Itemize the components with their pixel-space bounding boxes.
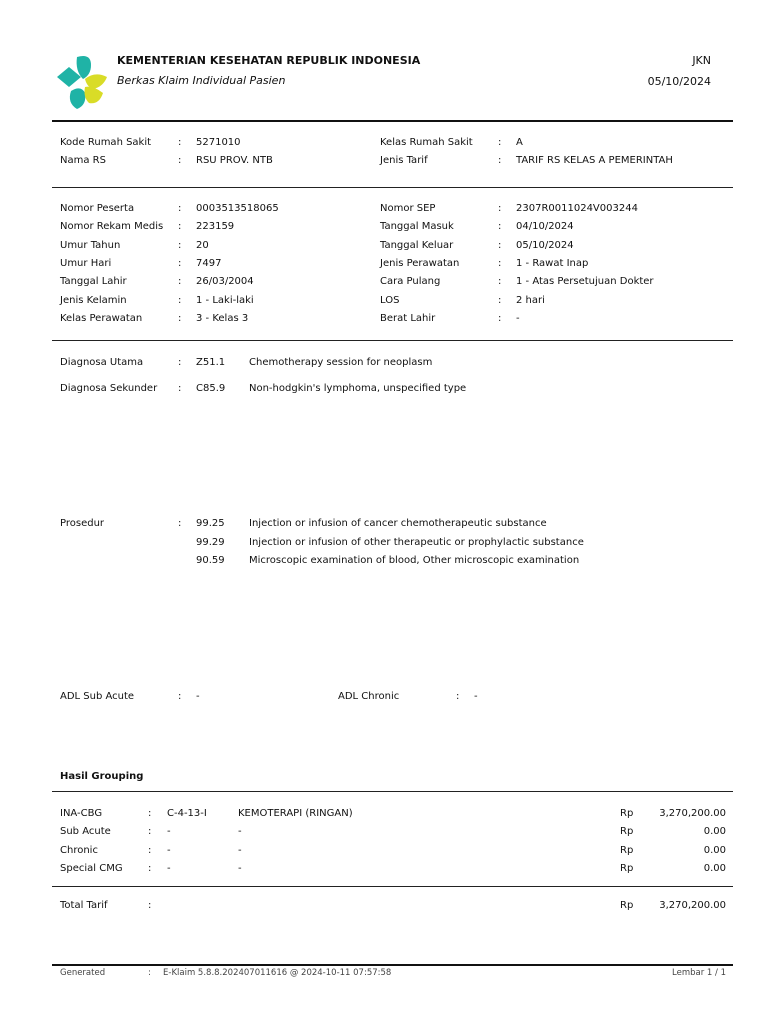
field-label: Umur Hari: [60, 257, 112, 269]
footer-label: Generated: [60, 968, 106, 978]
kemenkes-logo-icon: [55, 53, 111, 111]
separator: :: [498, 294, 502, 306]
field-label: Umur Tahun: [60, 239, 121, 251]
field-value: 1 - Atas Persetujuan Dokter: [516, 276, 654, 288]
separator: :: [178, 276, 182, 288]
footer-generated-value: E-Klaim 5.8.8.202407011616 @ 2024-10-11 07:57:58: [163, 968, 392, 978]
print-date: 05/10/2024: [647, 75, 711, 88]
field-label: Tanggal Masuk: [380, 221, 454, 233]
grouping-label: INA-CBG: [60, 808, 103, 819]
separator: :: [178, 221, 182, 233]
field-value: 20: [196, 239, 209, 251]
grouping-label: Sub Acute: [60, 826, 111, 838]
field-value: 7497: [196, 257, 222, 269]
field-value: 2 hari: [516, 294, 545, 306]
field-value: 04/10/2024: [516, 221, 574, 233]
separator: :: [178, 294, 182, 306]
field-label: Nama RS: [60, 155, 106, 167]
grouping-amount: 0.00: [703, 844, 726, 856]
separator: :: [178, 203, 182, 214]
program-label: JKN: [692, 54, 711, 67]
separator: :: [178, 137, 182, 148]
separator: :: [148, 808, 152, 819]
grouping-currency: Rp: [620, 862, 634, 874]
procedure-desc: Injection or infusion of cancer chemotherapeutic substance: [249, 518, 547, 529]
separator: :: [498, 312, 502, 324]
separator: :: [148, 900, 152, 911]
procedure-code: 99.29: [196, 536, 225, 548]
separator: :: [456, 691, 460, 702]
separator: :: [498, 155, 502, 167]
grouping-amount: 3,270,200.00: [659, 808, 726, 819]
grouping-code: C-4-13-I: [167, 808, 207, 819]
divider: [52, 340, 733, 341]
grouping-desc: KEMOTERAPI (RINGAN): [238, 808, 353, 819]
diagnosis-primary-code: Z51.1: [196, 357, 226, 368]
grouping-currency: Rp: [620, 826, 634, 838]
field-label: Nomor SEP: [380, 203, 436, 214]
field-label: Kelas Perawatan: [60, 312, 143, 324]
grouping-label: Special CMG: [60, 862, 123, 874]
field-value: A: [516, 137, 523, 148]
separator: :: [498, 239, 502, 251]
procedure-desc: Microscopic examination of blood, Other microscopic examination: [249, 555, 580, 566]
divider: [52, 120, 733, 122]
diagnosis-primary-desc: Chemotherapy session for neoplasm: [249, 357, 433, 368]
separator: :: [498, 221, 502, 233]
separator: :: [498, 257, 502, 269]
field-value: -: [516, 312, 520, 324]
divider: [52, 886, 733, 887]
divider: [52, 964, 733, 966]
adl-chronic-label: ADL Chronic: [338, 691, 400, 702]
grouping-label: Chronic: [60, 844, 98, 856]
separator: :: [178, 357, 182, 368]
separator: :: [148, 862, 152, 874]
grouping-currency: Rp: [620, 844, 634, 856]
logo-leaf-bottom: [70, 88, 85, 109]
field-value: 05/10/2024: [516, 239, 574, 251]
page-number: Lembar 1 / 1: [672, 968, 726, 978]
field-value: 1 - Laki-laki: [196, 294, 254, 306]
field-value: 26/03/2004: [196, 276, 254, 288]
separator: :: [178, 383, 182, 394]
document-subtitle: Berkas Klaim Individual Pasien: [117, 74, 286, 87]
separator: :: [178, 257, 182, 269]
field-label: Berat Lahir: [380, 312, 436, 324]
field-label: Cara Pulang: [380, 276, 441, 288]
field-label: Kode Rumah Sakit: [60, 137, 152, 148]
grouping-code: -: [167, 826, 171, 838]
separator: :: [498, 203, 502, 214]
adl-sub-acute-value: -: [196, 691, 200, 702]
grouping-title: Hasil Grouping: [60, 771, 144, 782]
diagnosis-secondary-label: Diagnosa Sekunder: [60, 383, 158, 394]
procedure-code: 90.59: [196, 555, 225, 566]
separator: :: [178, 239, 182, 251]
divider: [52, 791, 733, 792]
separator: :: [178, 518, 182, 529]
org-name: KEMENTERIAN KESEHATAN REPUBLIK INDONESIA: [117, 54, 421, 67]
field-value: 0003513518065: [196, 203, 279, 214]
grouping-code: -: [167, 844, 171, 856]
field-value: 1 - Rawat Inap: [516, 257, 589, 269]
logo-leaf-left: [57, 67, 81, 87]
separator: :: [498, 276, 502, 288]
field-value: 223159: [196, 221, 235, 233]
procedure-label: Prosedur: [60, 518, 105, 529]
grouping-desc: -: [238, 862, 242, 874]
field-label: Jenis Kelamin: [60, 294, 127, 306]
grouping-desc: -: [238, 844, 242, 856]
separator: :: [498, 137, 502, 148]
procedure-desc: Injection or infusion of other therapeutic or prophylactic substance: [249, 536, 584, 548]
field-label: Tanggal Keluar: [380, 239, 454, 251]
field-label: Nomor Peserta: [60, 203, 135, 214]
separator: :: [178, 155, 182, 167]
separator: :: [148, 968, 151, 978]
diagnosis-primary-label: Diagnosa Utama: [60, 357, 144, 368]
grouping-desc: -: [238, 826, 242, 838]
field-label: Kelas Rumah Sakit: [380, 137, 473, 148]
field-value: 5271010: [196, 137, 241, 148]
field-value: 2307R0011024V003244: [516, 203, 638, 214]
separator: :: [178, 691, 182, 702]
grouping-amount: 0.00: [703, 862, 726, 874]
adl-chronic-value: -: [474, 691, 478, 702]
field-label: LOS: [380, 294, 400, 306]
grouping-currency: Rp: [620, 808, 634, 819]
separator: :: [178, 312, 182, 324]
divider: [52, 187, 733, 188]
grouping-code: -: [167, 862, 171, 874]
total-label: Total Tarif: [60, 900, 108, 911]
field-label: Nomor Rekam Medis: [60, 221, 164, 233]
diagnosis-secondary-desc: Non-hodgkin's lymphoma, unspecified type: [249, 383, 467, 394]
total-currency: Rp: [620, 900, 634, 911]
separator: :: [148, 826, 152, 838]
field-value: TARIF RS KELAS A PEMERINTAH: [516, 155, 673, 167]
diagnosis-secondary-code: C85.9: [196, 383, 226, 394]
total-amount: 3,270,200.00: [659, 900, 726, 911]
separator: :: [148, 844, 152, 856]
field-value: 3 - Kelas 3: [196, 312, 249, 324]
field-value: RSU PROV. NTB: [196, 155, 273, 167]
procedure-code: 99.25: [196, 518, 225, 529]
logo-leaf-right-bottom: [85, 87, 104, 104]
adl-sub-acute-label: ADL Sub Acute: [60, 691, 135, 702]
grouping-amount: 0.00: [703, 826, 726, 838]
field-label: Jenis Tarif: [380, 155, 428, 167]
field-label: Tanggal Lahir: [60, 276, 127, 288]
field-label: Jenis Perawatan: [380, 257, 460, 269]
